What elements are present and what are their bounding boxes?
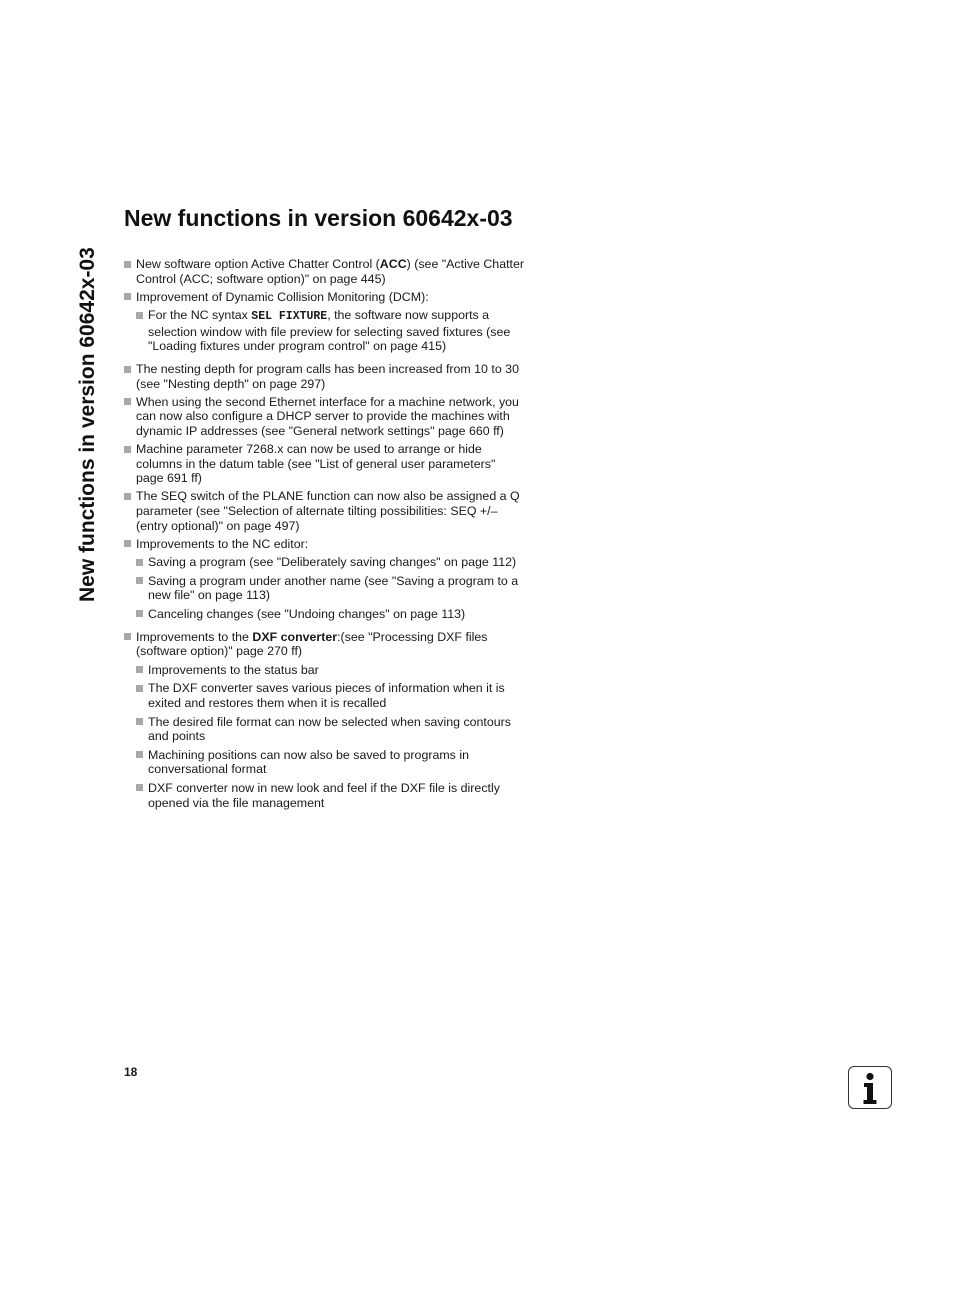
list-item-nesting: The nesting depth for program calls has been increased from 10 to 30 (see "Nesting depth" on page 297) xyxy=(124,362,526,391)
page-title: New functions in version 60642x-03 xyxy=(124,205,513,231)
sub-item: Canceling changes (see "Undoing changes" on page 113) xyxy=(136,607,526,622)
editor-sublist xyxy=(136,555,526,621)
list-item-seq: The SEQ switch of the PLANE function can now also be assigned a Q parameter (see "Selection of alternate tilting possibilities: SEQ +/– (entry optional)" on page 497) xyxy=(124,489,526,533)
sub-item: DXF converter now in new look and feel if the DXF file is directly opened via the file management xyxy=(136,781,526,810)
sub-item-fixture: For the NC syntax SEL FIXTURE, the software now supports a selection window with file preview for selecting saved fixtures (see "Loading fixtures under program control" on page 415) xyxy=(136,308,526,354)
sub-item: Saving a program (see "Deliberately saving changes" on page 112) xyxy=(136,555,526,570)
feature-list xyxy=(124,257,526,810)
list-item-dxf: Improvements to the DXF converter:(see "Processing DXF files (software option)" page 270 ff) Improvements to the status bar The DXF converter saves various pieces of information when it is exited and restores them when it is recalled The desired file format can now be selected when saving contours and points Machining positions can now also be saved to programs in conversational format DXF converter now in new look and feel if the DXF file is directly opened via the file management xyxy=(124,630,526,811)
list-item-ethernet: When using the second Ethernet interface for a machine network, you can now also configure a DHCP server to provide the machines with dynamic IP addresses (see "General network settings" page 660 ff) xyxy=(124,395,526,439)
content xyxy=(124,257,526,818)
sub-item: Saving a program under another name (see "Saving a program to a new file" on page 113) xyxy=(136,574,526,603)
side-chapter-title: New functions in version 60642x-03 xyxy=(76,247,99,602)
info-glyph xyxy=(849,1067,893,1110)
sub-item: Improvements to the status bar xyxy=(136,663,526,678)
info-icon xyxy=(848,1066,892,1109)
sub-item: The DXF converter saves various pieces of information when it is exited and restores them when it is recalled xyxy=(136,681,526,710)
page-number: 18 xyxy=(124,1065,138,1079)
dcm-sublist xyxy=(136,308,526,354)
list-item-acc: New software option Active Chatter Control (ACC) (see "Active Chatter Control (ACC; software option)" on page 445) xyxy=(124,257,526,286)
dxf-sublist xyxy=(136,663,526,810)
list-item-mp7268: Machine parameter 7268.x can now be used to arrange or hide columns in the datum table (see "List of general user parameters" page 691 ff) xyxy=(124,442,526,486)
sub-item: The desired file format can now be selected when saving contours and points xyxy=(136,715,526,744)
list-item-editor: Improvements to the NC editor: Saving a program (see "Deliberately saving changes" on page 112) Saving a program under another name (see "Saving a program to a new file" on page 113) Canceling changes (see "Undoing changes" on page 113) xyxy=(124,537,526,622)
sub-item: Machining positions can now also be saved to programs in conversational format xyxy=(136,748,526,777)
list-item-dcm: Improvement of Dynamic Collision Monitoring (DCM): For the NC syntax SEL FIXTURE, the software now supports a selection window with file preview for selecting saved fixtures (see "Loading fixtures under program control" on page 415) xyxy=(124,290,526,354)
